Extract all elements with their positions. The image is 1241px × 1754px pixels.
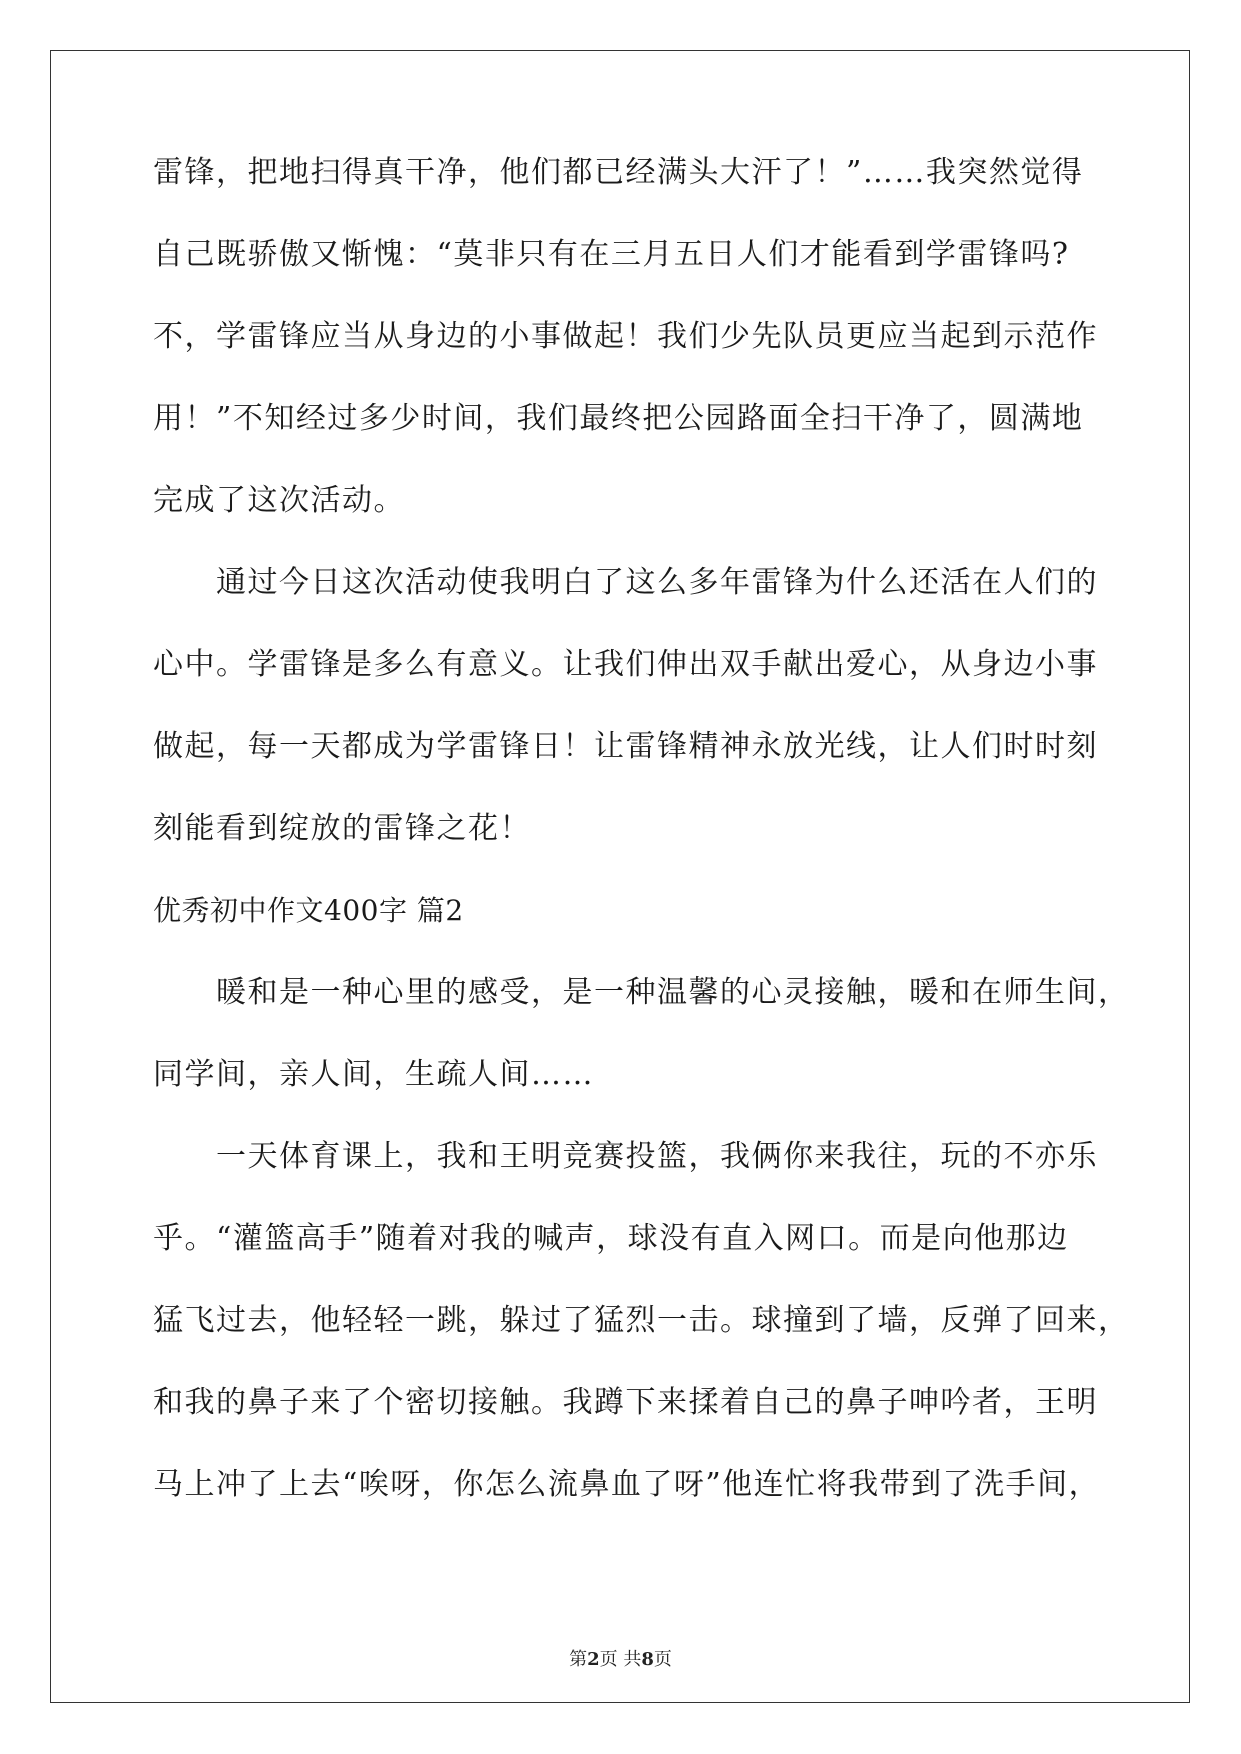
text-line: 乎。“灌篮高手”随着对我的喊声，球没有直入网口。而是向他那边 xyxy=(153,1221,1069,1256)
text-line: 不，学雷锋应当从身边的小事做起！我们少先队员更应当起到示范作 xyxy=(153,319,1098,354)
paragraph-start: 暖和是一种心里的感受，是一种温馨的心灵接触，暖和在师生间， xyxy=(216,975,1130,1010)
text-line: 做起，每一天都成为学雷锋日！让雷锋精神永放光线，让人们时时刻 xyxy=(153,729,1098,764)
section-heading: 优秀初中作文400字 篇2 xyxy=(153,894,464,927)
footer-mid: 页 共 xyxy=(599,1649,642,1670)
text-line: 自己既骄傲又惭愧：“莫非只有在三月五日人们才能看到学雷锋吗? xyxy=(153,237,1070,272)
text-line: 同学间，亲人间，生疏人间…… xyxy=(153,1057,594,1092)
total-page-number: 8 xyxy=(641,1649,654,1670)
text-line: 用！”不知经过多少时间，我们最终把公园路面全扫干净了，圆满地 xyxy=(153,401,1084,436)
text-line: 和我的鼻子来了个密切接触。我蹲下来揉着自己的鼻子呻吟者，王明 xyxy=(153,1385,1098,1420)
text-line: 心中。学雷锋是多么有意义。让我们伸出双手献出爱心，从身边小事 xyxy=(153,647,1098,682)
paragraph-start: 一天体育课上，我和王明竞赛投篮，我俩你来我往，玩的不亦乐 xyxy=(216,1139,1098,1174)
document-body xyxy=(153,155,1130,1549)
text-line: 雷锋，把地扫得真干净，他们都已经满头大汗了！”……我突然觉得 xyxy=(153,155,1084,190)
text-line: 猛飞过去，他轻轻一跳，躲过了猛烈一击。球撞到了墙，反弹了回来， xyxy=(153,1303,1130,1338)
text-line: 刻能看到绽放的雷锋之花！ xyxy=(153,811,531,846)
paragraph-start: 通过今日这次活动使我明白了这么多年雷锋为什么还活在人们的 xyxy=(216,565,1098,600)
footer-prefix: 第 xyxy=(569,1649,588,1670)
text-line: 完成了这次活动。 xyxy=(153,483,405,518)
current-page-number: 2 xyxy=(587,1649,600,1670)
text-line: 马上冲了上去“唉呀，你怎么流鼻血了呀”他连忙将我带到了洗手间， xyxy=(153,1467,1101,1502)
page-footer xyxy=(0,1648,1241,1672)
footer-suffix: 页 xyxy=(653,1649,672,1670)
